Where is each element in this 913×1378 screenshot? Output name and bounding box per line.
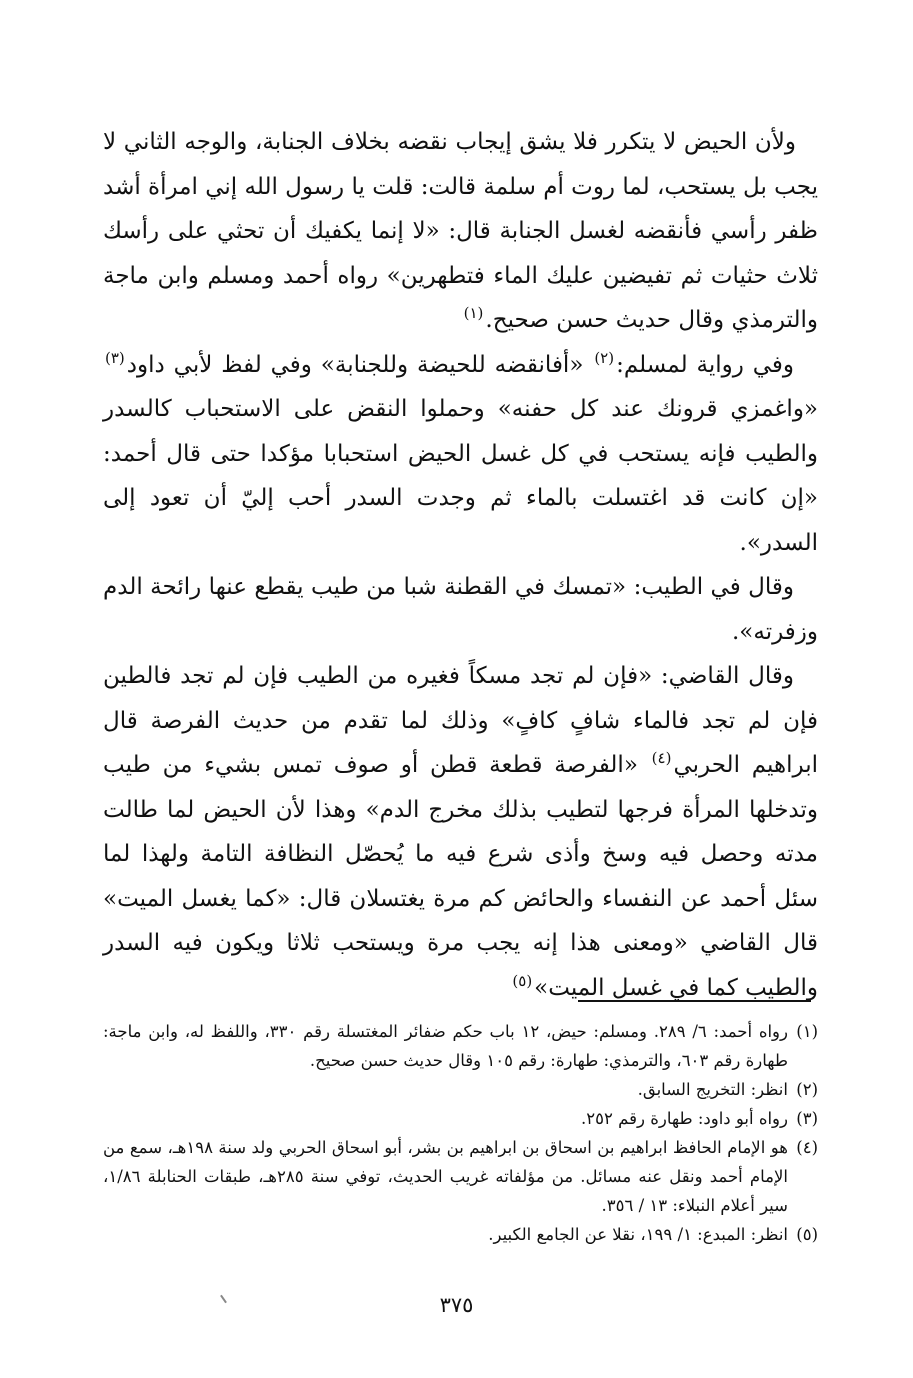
paragraph-2 — [103, 343, 818, 566]
footnote-divider — [578, 1000, 811, 1002]
paragraph-4-text-b: «الفرصة قطعة قطن أو صوف تمس بشيء من طيب وتدخلها المرأة فرجها لتطيب بذلك مخرج الدم» وهذا لأن الحيض لما طالت مدته وحصل فيه وسخ وأذى شرع فيه ما يُحصّل النظافة التامة ولهذا لما سئل أحمد عن النفساء والحائض كم مرة يغتسلان قال: «كما يغسل الميت» قال القاضي «ومعنى هذا إنه يجب مرة ويستحب ثلاثا ويكون فيه السدر والطيب كما في غسل الميت» — [103, 752, 818, 1001]
footnote-2 — [103, 1075, 818, 1104]
page-number: ٣٧٥ — [439, 1293, 474, 1317]
footnote-5 — [103, 1220, 818, 1249]
footnote-number: (٣) — [796, 1109, 818, 1128]
footnote-1 — [103, 1017, 818, 1075]
paragraph-2-text-a: وفي رواية لمسلم: — [616, 351, 794, 378]
footnote-number: (١) — [796, 1022, 818, 1041]
footnote-4 — [103, 1133, 818, 1220]
paragraph-4 — [103, 654, 818, 1010]
paragraph-2-text-c: «واغمزي قرونك عند كل حفنه» وحملوا النقض على الاستحباب كالسدر والطيب فإنه يستحب في كل غسل الحيض استحبابا مؤكدا حتى قال أحمد: «إن كانت قد اغتسلت بالماء ثم وجدت السدر أحب إليّ أن تعود إلى السدر». — [103, 396, 818, 556]
paragraph-2-text-b: «أفانقضه للحيضة وللجنابة» وفي لفظ لأبي داود — [126, 351, 584, 378]
paragraph-3 — [103, 565, 818, 654]
footnote-text: هو الإمام الحافظ ابراهيم بن اسحاق بن ابراهيم بن بشر، أبو اسحاق الحربي ولد سنة ١٩٨هـ، سمع من الإمام أحمد ونقل عنه مسائل. من مؤلفاته غريب الحديث، توفي سنة ٢٨٥هـ، طبقات الحنابلة ١/٨٦، سير أعلام النبلاء: ١٣ / ٣٥٦. — [103, 1138, 788, 1215]
paragraph-3-text: وقال في الطيب: «تمسك في القطنة شبا من طيب يقطع عنها رائحة الدم وزفرته». — [103, 574, 818, 645]
footnote-3 — [103, 1104, 818, 1133]
paragraph-1 — [103, 120, 818, 343]
footnote-text: رواه أبو داود: طهارة رقم ٢٥٢. — [581, 1109, 788, 1128]
paragraph-4-text-a: وقال القاضي: «فإن لم تجد مسكاً فغيره من الطيب فإن لم تجد فالطين فإن لم تجد فالماء شافٍ كافٍ» وذلك لما تقدم من حديث الفرصة قال ابراهيم الحربي — [103, 663, 818, 778]
footnote-number: (٤) — [796, 1138, 818, 1157]
footnote-ref-4: (٤) — [651, 749, 672, 768]
footnote-text: رواه أحمد: ٦/ ٢٨٩. ومسلم: حيض، ١٢ باب حكم ضفائر المغتسلة رقم ٣٣٠، واللفظ له، وابن ماجة: طهارة رقم ٦٠٣، والترمذي: طهارة: رقم ١٠٥ وقال حديث حسن صحيح. — [103, 1022, 788, 1070]
main-text — [103, 120, 818, 1010]
footnote-text: انظر: التخريج السابق. — [637, 1080, 788, 1099]
footnote-number: (٥) — [796, 1225, 818, 1244]
footnote-ref-3: (٣) — [105, 348, 125, 367]
paragraph-1-text: ولأن الحيض لا يتكرر فلا يشق إيجاب نقضه بخلاف الجنابة، والوجه الثاني لا يجب بل يستحب، لما روت أم سلمة قالت: قلت يا رسول الله إني امرأة أشد ظفر رأسي فأنقضه لغسل الجنابة قال: «لا إنما يكفيك أن تحثي على رأسك ثلاث حثيات ثم تفيضين عليك الماء فتطهرين» رواه أحمد ومسلم وابن ماجة والترمذي وقال حديث حسن صحيح. — [103, 129, 818, 333]
footnote-text: انظر: المبدع: ١/ ١٩٩، نقلا عن الجامع الكبير. — [488, 1225, 788, 1244]
footnote-number: (٢) — [796, 1080, 818, 1099]
footnote-ref-5: (٥) — [512, 971, 533, 990]
footnote-ref-2: (٢) — [594, 348, 615, 367]
footnote-ref-1: (١) — [463, 304, 484, 323]
footnotes — [103, 1017, 818, 1249]
